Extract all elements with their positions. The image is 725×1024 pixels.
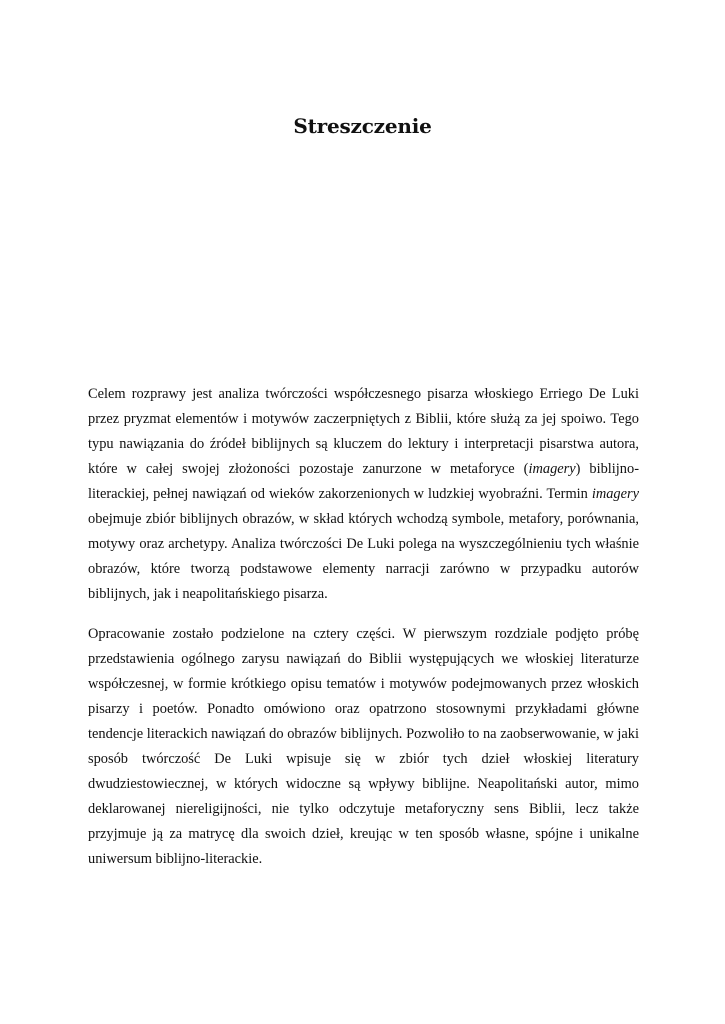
paragraph-2: [88, 622, 639, 872]
text-run: ) biblijno-literackiej, pełnej nawiązań od wieków zakorzenionych w ludzkiej wyobraźni. Termin: [88, 461, 639, 502]
text-run: Celem rozprawy jest analiza twórczości współczesnego pisarza włoskiego Erriego De Luki przez pryzmat elementów i motywów zaczerpniętych z Biblii, które służą za jej spoiwo. Tego typu nawiązania do źródeł biblijnych są kluczem do lektury i interpretacji pisarstwa autora, które w całej swojej złożoności pozostaje zanurzone w metaforyce (: [88, 386, 639, 477]
paragraph-1: [88, 382, 639, 607]
italic-term: imagery: [528, 461, 576, 477]
text-run: obejmuje zbiór biblijnych obrazów, w skład których wchodzą symbole, metafory, porównania, motywy oraz archetypy. Analiza twórczości De Luki polega na wyszczególnieniu tych właśnie obrazów, które tworzą podstawowe elementy narracji zarówno w przypadku autorów biblijnych, jak i neapolitańskiego pisarza.: [88, 511, 639, 602]
italic-term: imagery: [591, 486, 639, 502]
page-title: Streszczenie: [293, 114, 432, 138]
body-text: [88, 382, 639, 872]
text-run: Opracowanie zostało podzielone na cztery części. W pierwszym rozdziale podjęto próbę przedstawienia ogólnego zarysu nawiązań do Biblii występujących we włoskiej literaturze współczesnej, w formie krótkiego opisu tematów i motywów podejmowanych przez włoskich pisarzy i poetów. Ponadto omówiono oraz opatrzono stosownymi przykładami główne tendencje literackich nawiązań do obrazów biblijnych. Pozwoliło to na zaobserwowanie, w jaki sposób twórczość De Luki wpisuje się w zbiór tych dzieł włoskiej literatury dwudziestowiecznej, w których widoczne są wpływy biblijne. Neapolitański autor, mimo deklarowanej niereligijności, nie tylko odczytuje metaforyczny sens Biblii, lecz także przyjmuje ją za matrycę dla swoich dzieł, kreując w ten sposób własne, spójne i unikalne uniwersum biblijno-literackie.: [88, 626, 639, 867]
